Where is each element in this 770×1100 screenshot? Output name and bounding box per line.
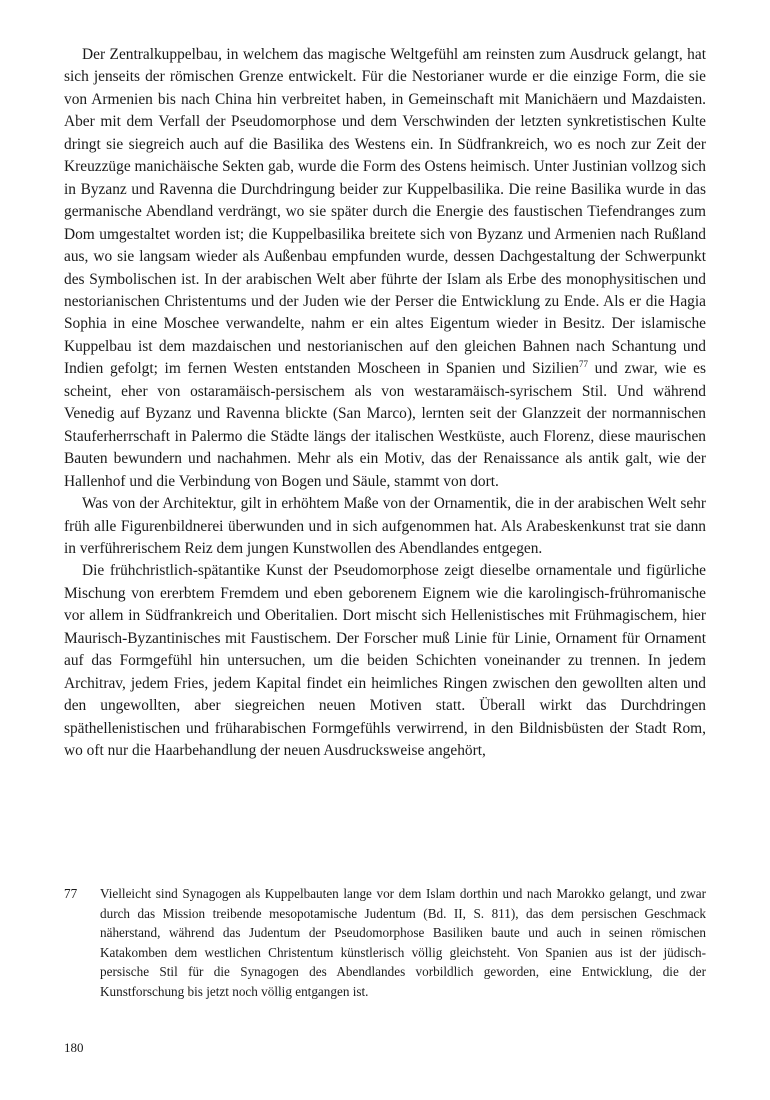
paragraph-3-text: Die frühchristlich-spätantike Kunst der Pseudomorphose zeigt dieselbe ornamentale und figürliche Mischung von ererbtem Fremdem und eben geborenem Eignem wie die karolingisch-frühromanische vor allem in Südfrankreich und Oberitalien. Dort mischt sich Hellenistisches mit Frühmagischem, hier Maurisch-Byzantinisches mit Faustischem. Der Forscher muß Linie für Linie, Ornament für Ornament auf das Formgefühl hin untersuchen, um die beiden Schichten voneinander zu trennen. In jedem Architrav, jedem Fries, jedem Kapital findet ein heimliches Ringen zwischen den gewollten alten und den ungewollten, aber siegreichen neuen Motiven statt. Überall wirkt das Durchdringen späthellenistischen und früharabischen Formgefühls verwirrend, in den Bildnisbüsten der Stadt Rom, wo oft nur die Haarbehandlung der neuen Ausdrucksweise angehört,	[64, 562, 706, 760]
footnote-text: Vielleicht sind Synagogen als Kuppelbauten lange vor dem Islam dorthin und nach Marokko gelangt, und zwar durch das Mission treibende mesopotamische Judentum (Bd. II, S. 811), das dem persischen Geschmack näherstand, während das Judentum der Pseudomorphose Basiliken baute und auch in seinen römischen Katakomben dem westlichen Christentum künstlerisch völlig gleichsteht. Von Spanien aus ist der jüdisch-persische Stil für die Synagogen des Abendlandes vorbildlich geworden, eine Entwicklung, die der Kunstforschung bis jetzt noch völlig entgangen ist.	[100, 886, 706, 999]
paragraph-2-text: Was von der Architektur, gilt in erhöhtem Maße von der Ornamentik, die in der arabischen Welt sehr früh alle Figurenbildnerei überwunden und in sich aufgenommen hat. Als Arabeskenkunst trat sie dann in verführerischem Reiz dem jungen Kunstwollen des Abendlandes entgegen.	[64, 495, 706, 557]
paragraph-1-text-a: Der Zentralkuppelbau, in welchem das magische Weltgefühl am reinsten zum Ausdruck gelangt, hat sich jenseits der römischen Grenze entwickelt. Für die Nestorianer wurde er die einzige Form, die sie von Armenien bis nach China hin verbreitet haben, in Gemeinschaft mit Manichäern und Mazdaisten. Aber mit dem Verfall der Pseudomorphose und dem Verschwinden der letzten synkretistischen Kulte dringt sie siegreich auch auf die Basilika des Westens ein. In Südfrankreich, wo es noch zur Zeit der Kreuzzüge manichäische Sekten gab, wurde die Form des Ostens heimisch. Unter Justinian vollzog sich in Byzanz und Ravenna die Durchdringung beider zur Kuppelbasilika. Die reine Basilika wurde in das germanische Abendland verdrängt, wo sie später durch die Energie des faustischen Tiefendranges zum Dom umgestaltet worden ist; die Kuppelbasilika breitete sich von Byzanz und Armenien nach Rußland aus, wo sie langsam wieder als Außenbau empfunden wurde, dessen Dachgestaltung der Schwerpunkt des Symbolischen ist. In der arabischen Welt aber führte der Islam als Erbe des monophysitischen und nestorianischen Christentums und der Juden wie der Perser die Entwicklung zu Ende. Als er die Hagia Sophia in eine Moschee verwandelte, nahm er ein altes Eigentum wieder in Besitz. Der islamische Kuppelbau ist dem mazdaischen und nestorianischen auf den gleichen Bahnen nach Schantung und Indien gefolgt; im fernen Westen entstanden Moscheen in Spanien und Sizilien	[64, 46, 706, 378]
paragraph-3	[64, 560, 706, 762]
paragraph-1-text-b: und zwar, wie es scheint, eher von ostaramäisch-persischem als von westaramäisch-syrischem Stil. Und während Venedig auf Byzanz und Ravenna blickte (San Marco), lernten seit der Glanzzeit der normannischen Stauferherrschaft in Palermo die Städte längs der italischen Westküste, auch Florenz, diese maurischen Bauten bewundern und nachahmen. Mehr als ein Motiv, das der Renaissance als antik galt, wie der Hallenhof und die Verbindung von Bogen und Säule, stammt von dort.	[64, 360, 706, 490]
footnote-number: 77	[64, 886, 78, 901]
footnotes	[64, 884, 706, 1001]
paragraph-2	[64, 493, 706, 560]
footnote-ref-77[interactable]: 77	[578, 359, 588, 370]
body-text	[64, 44, 706, 763]
footnote-77	[64, 884, 706, 1001]
paragraph-1	[64, 44, 706, 493]
page-number: 180	[64, 1040, 84, 1055]
page	[64, 44, 706, 763]
